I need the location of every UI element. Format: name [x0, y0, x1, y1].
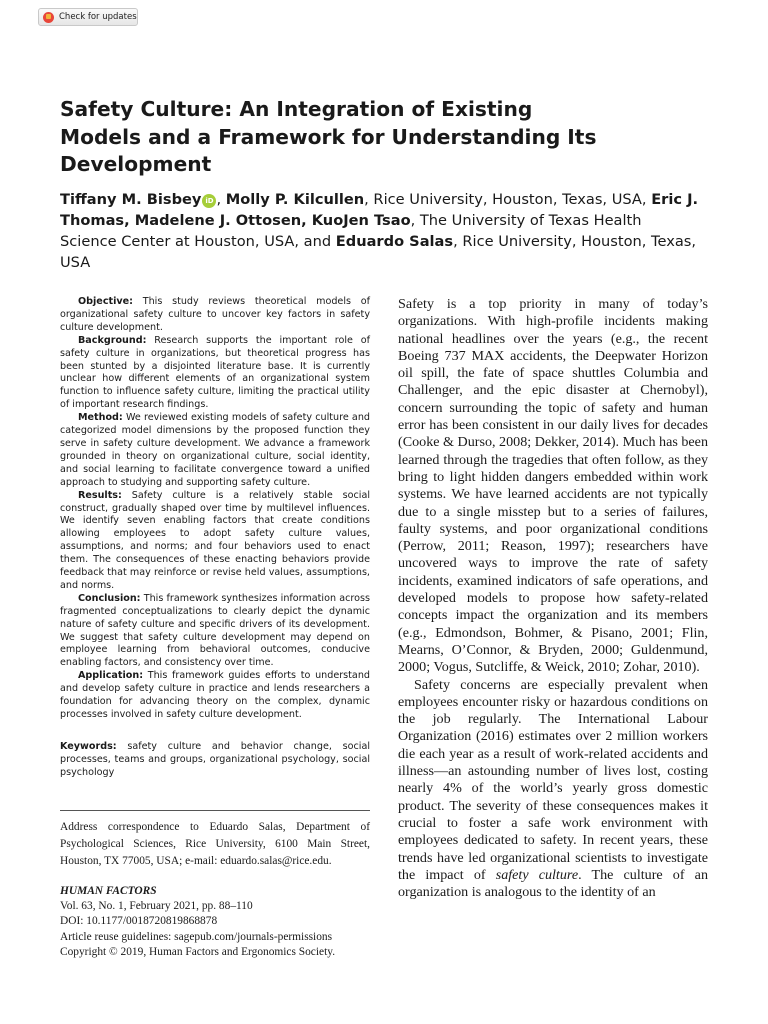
- footnote-divider: [60, 810, 370, 811]
- abstract-conclusion: [60, 593, 370, 670]
- author-affiliation: , Rice University, Houston, Texas, USA,: [364, 191, 652, 208]
- abstract-label: Results:: [78, 489, 122, 501]
- abstract-method: [60, 412, 370, 489]
- author-name: Eduardo Salas: [335, 233, 454, 250]
- abstract-label: Method:: [78, 412, 123, 424]
- body-text: . The culture of an organization is analogous to the identity of an: [398, 866, 708, 901]
- author-affiliation: , The University of Texas Health Science Center at Houston, USA, and: [60, 212, 642, 250]
- journal-info: [60, 884, 380, 960]
- abstract-text: We reviewed existing models of safety culture and categorized model dimensions by the proposed function they serve in safety culture development. We advance a framework grounded in theory on organizational culture, social identity, and social learning to facilitate convergence toward a unified approach to studying and supporting safety culture.: [60, 412, 370, 488]
- journal-volume: Vol. 63, No. 1, February 2021, pp. 88–110: [60, 900, 253, 913]
- journal-doi[interactable]: DOI: 10.1177/0018720819868878: [60, 915, 218, 928]
- abstract-text: This study reviews theoretical models of organizational safety culture to uncover key factors in safety culture development.: [60, 296, 370, 333]
- check-for-updates-label: Check for updates: [59, 12, 137, 22]
- author-name: Eric J. Thomas, Madelene J. Ottosen, KuoJen Tsao: [60, 191, 699, 229]
- abstract-label: Conclusion:: [78, 592, 141, 604]
- crossmark-icon: [43, 12, 54, 23]
- author-block: [60, 189, 700, 273]
- abstract-label: Application:: [78, 670, 144, 682]
- article-title: Safety Culture: An Integration of Existing Models and a Framework for Understanding Its Development: [60, 97, 597, 176]
- abstract-text: This framework synthesizes information across fragmented conceptualizations to clearly depict the dynamic nature of safety culture and specific drivers of its development. We suggest that safety culture development may depend on employee learning from behavioral outcomes, conducive enabling factors, and consistency over time.: [60, 592, 370, 669]
- keywords: [60, 741, 370, 780]
- abstract-text: Safety culture is a relatively stable social construct, gradually shaped over time by multilevel influences. We identify seven enabling factors that create conditions allowing employees to adopt safety culture values, assumptions, and norms; and four behaviors used to enact them. The consequences of these enacting behaviors provide feedback that may reinforce or revise held values, assumptions, and norms.: [60, 489, 370, 591]
- abstract-label: Objective:: [78, 296, 133, 307]
- abstract-text: Research supports the important role of safety culture in organizations, but theoretical progress has been stunted by a disjointed literature base. It is currently unclear how different elements of an organizational system function to influence safety culture, limiting the practical utility of important research findings.: [60, 334, 370, 411]
- body-text: Safety concerns are especially prevalent when employees encounter risky or hazardous conditions on the job regularly. The International Labour Organization (2016) estimates over 2 million workers die each year as a result of work-related accidents and illness—an astounding number of lives lost, costing nearly 4% of the world’s yearly gross domestic product. The severity of these consequences makes it crucial to foster a safe work environment with employees dedicated to safety. In recent years, these trends have led organizational scientists to investigate the impact of: [398, 676, 708, 883]
- keywords-text: safety culture and behavior change, social processes, teams and groups, organizational psychology, social psychology: [60, 741, 370, 778]
- keywords-label: Keywords:: [60, 741, 117, 752]
- body-paragraph: Safety is a top priority in many of today’s organizations. With high-profile incidents making national headlines over the years (e.g., the recent Boeing 737 MAX accidents, the Deepwater Horizon oil spill, the fate of space shuttles Columbia and Challenger, and the epic disaster at Chernobyl), concern surrounding the topic of safety and human error has been consistent in our daily lives for decades (Cooke & Durso, 2008; Dekker, 2014). Much has been learned through the tragedies that often follow, as they bring to light hidden dangers embedded within work systems. We have learned accidents are not typically due to a single misstep but to a series of failures, faulty systems, and poor organizational conditions (Perrow, 2011; Reason, 1997); researchers have uncovered ways to improve the rate of safety incidents, examined indicators of safe operations, and developed models to propose how safety-related concepts impact the organization and its members (e.g., Edmondson, Bohmer, & Pisano, 2001; Flin, Mearns, O’Connor, & Bryden, 2000; Guldenmund, 2000; Vogus, Sutcliffe, & Weick, 2010; Zohar, 2010).: [398, 296, 708, 676]
- reuse-guidelines-link[interactable]: Article reuse guidelines: sagepub.com/journals-permissions: [60, 930, 333, 943]
- abstract-background: [60, 335, 370, 412]
- author-name: Tiffany M. Bisbey: [60, 191, 202, 208]
- abstract-results: [60, 490, 370, 593]
- body-paragraph: [398, 677, 708, 902]
- emphasized-term: safety culture: [495, 866, 579, 883]
- author-affiliation: , Rice University, Houston, Texas, USA: [60, 233, 697, 271]
- orcid-icon[interactable]: iD: [202, 194, 216, 208]
- body-text-column: [398, 296, 708, 901]
- abstract-label: Background:: [78, 334, 147, 346]
- abstract-text: This framework guides efforts to understand and develop safety culture in practice and lends researchers a foundation for advancing theory on the complex, dynamic processes involved in safety culture development.: [60, 670, 370, 720]
- correspondence-note: Address correspondence to Eduardo Salas, Department of Psychological Sciences, Rice University, 6100 Main Street, Houston, TX 77005, USA; e-mail: eduardo.salas@rice.edu.: [60, 821, 370, 867]
- author-name: Molly P. Kilcullen: [225, 191, 365, 208]
- copyright-line: Copyright © 2019, Human Factors and Ergonomics Society.: [60, 945, 336, 958]
- structured-abstract: [60, 296, 370, 722]
- abstract-application: [60, 670, 370, 722]
- check-for-updates-button[interactable]: [38, 8, 138, 26]
- journal-name: HUMAN FACTORS: [60, 885, 157, 897]
- abstract-objective: [60, 296, 370, 335]
- author-separator: ,: [216, 191, 226, 208]
